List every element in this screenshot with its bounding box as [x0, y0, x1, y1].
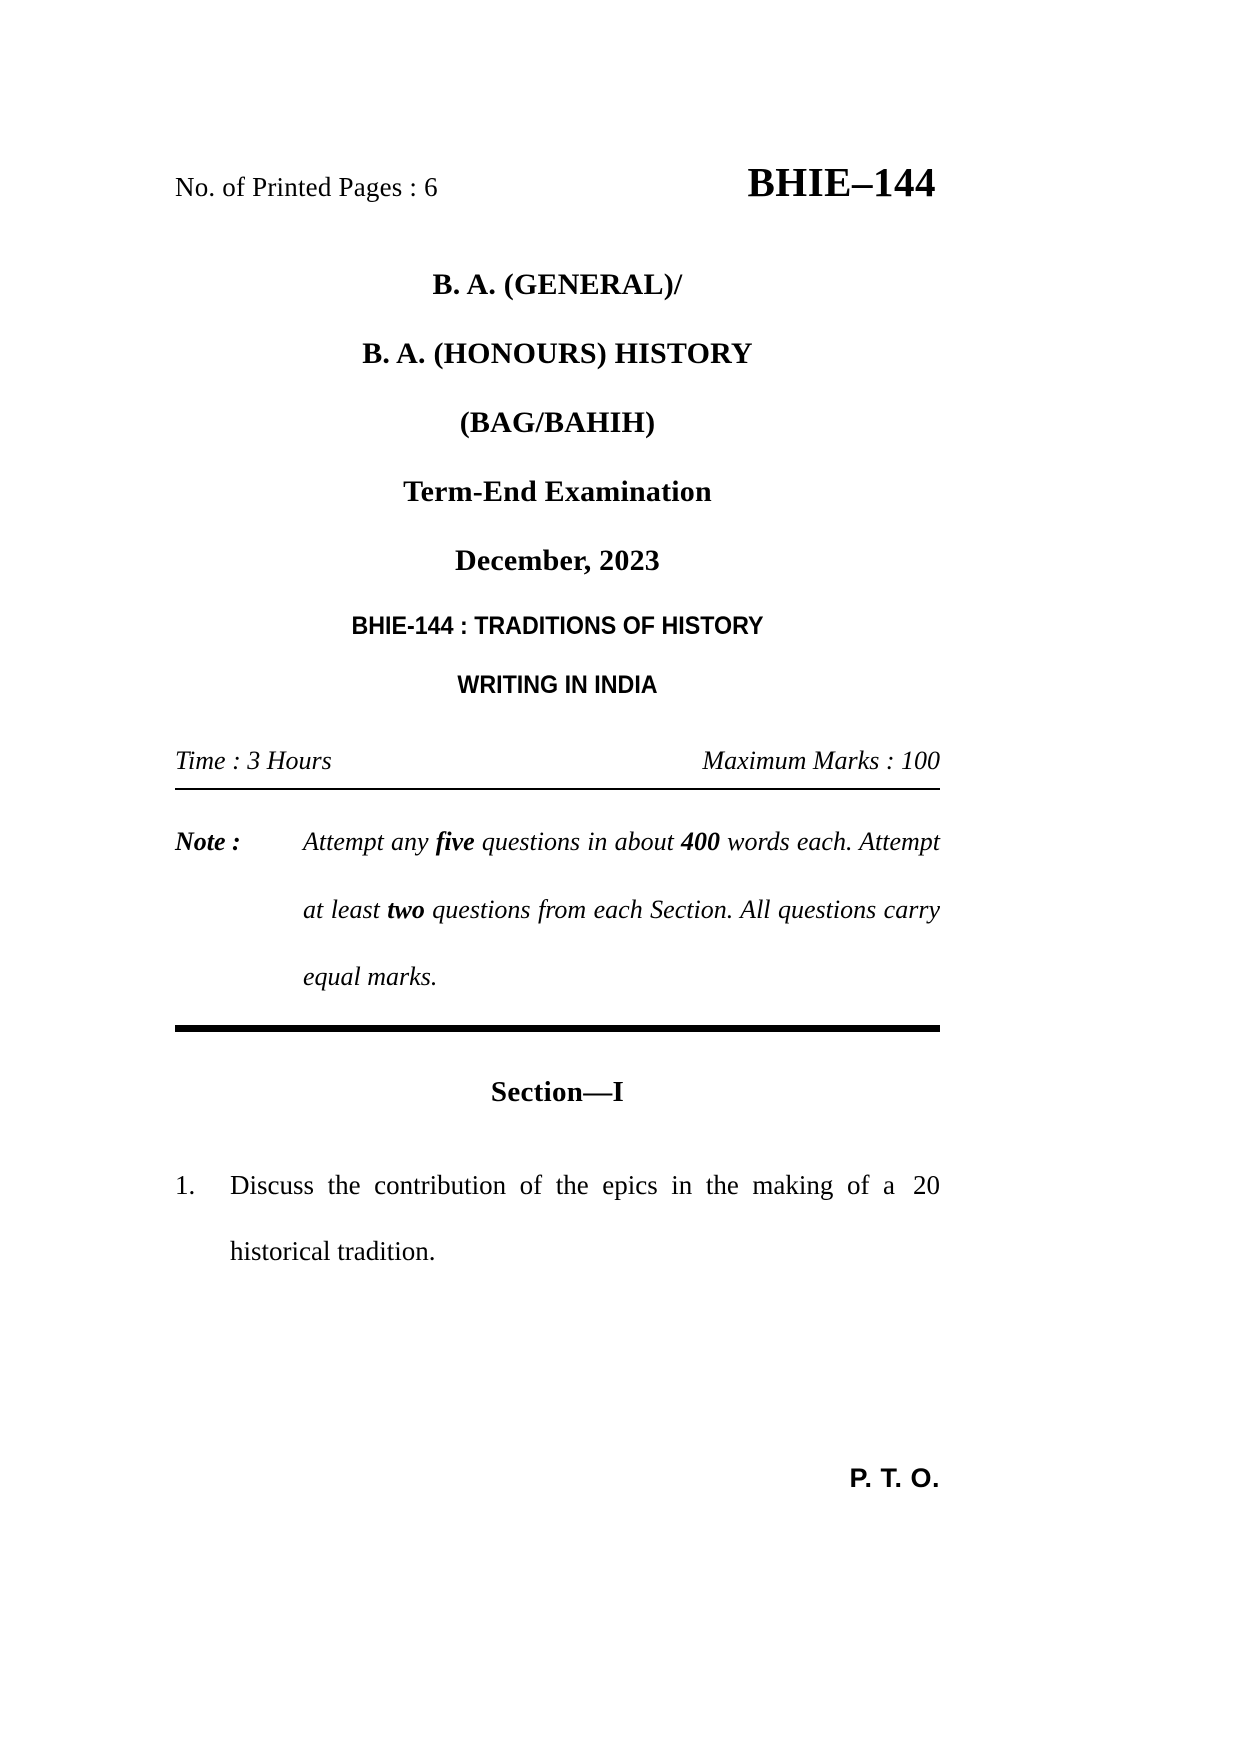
time-allowed: Time : 3 Hours [175, 746, 332, 775]
section-heading: Section—I [490, 1075, 625, 1108]
subject-title-line-2: WRITING IN INDIA [457, 671, 658, 699]
note-block [175, 808, 940, 1011]
note-emphasis-400: 400 [680, 827, 720, 856]
examination-type-line: Term-End Examination [403, 475, 712, 508]
question-text: Discuss the contribution of the epics in the making of a historical tradition. [230, 1169, 895, 1266]
examination-date-line: December, 2023 [455, 544, 660, 577]
printed-pages-label: No. of Printed Pages : 6 [175, 172, 438, 202]
question-marks: 20 [913, 1169, 940, 1200]
title-block [175, 270, 940, 698]
page-turn-over-label: P. T. O. [849, 1463, 940, 1493]
divider-rule-top [175, 788, 940, 790]
question-number: 1. [175, 1169, 196, 1200]
time-and-marks-row [175, 746, 940, 776]
page-content [175, 158, 941, 1493]
header-row [175, 158, 940, 206]
programme-line-general: B. A. (GENERAL)/ [432, 268, 683, 301]
divider-rule-double [175, 1025, 940, 1032]
note-emphasis-five: five [435, 827, 475, 856]
note-label: Note : [175, 827, 241, 856]
subject-title-line-1: BHIE-144 : TRADITIONS OF HISTORY [351, 612, 764, 640]
note-text-part-4: questions from each Section. All questions carry equal marks. [303, 894, 940, 992]
note-paragraph [175, 808, 940, 1011]
paper-code: BHIE–144 [747, 159, 936, 205]
question-body [230, 1152, 940, 1284]
note-text-part-3: words each. Attempt at least [303, 827, 941, 924]
maximum-marks: Maximum Marks : 100 [702, 746, 940, 775]
note-emphasis-two: two [387, 894, 425, 924]
programme-code-line: (BAG/BAHIH) [459, 406, 656, 439]
note-text-part-2: questions in about [474, 827, 681, 856]
question-item [175, 1152, 940, 1284]
programme-line-honours: B. A. (HONOURS) HISTORY [362, 337, 753, 370]
note-text-part-1: Attempt any [303, 827, 436, 856]
